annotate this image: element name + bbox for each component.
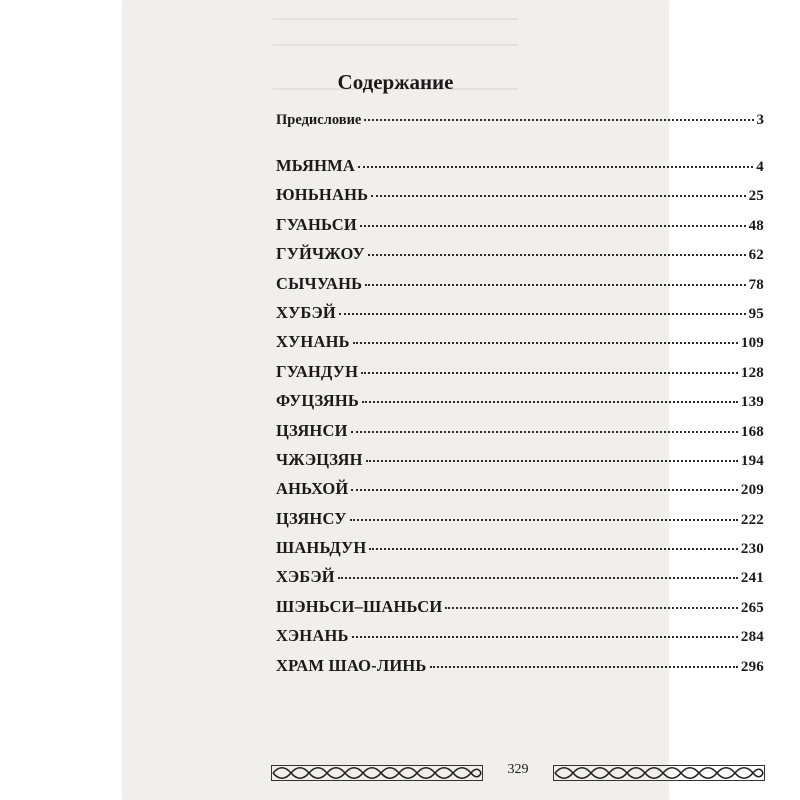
toc-entry-page: 4 — [756, 159, 764, 175]
page-number: 329 — [507, 762, 529, 777]
toc-entry-page: 95 — [748, 305, 764, 322]
toc-entry — [276, 274, 764, 303]
toc-entry-page: 128 — [740, 364, 764, 381]
toc-entry-label: ГУЙЧЖОУ — [276, 244, 365, 264]
toc-entry-label: ХУНАНЬ — [276, 332, 350, 352]
toc-entry-page: 25 — [748, 188, 764, 205]
toc-entry-label: ХУБЭЙ — [276, 302, 336, 322]
toc-entry-page: 3 — [756, 112, 764, 128]
toc-entry-page: 168 — [740, 423, 764, 440]
toc-entry — [276, 215, 764, 244]
toc-entry-label: ХЭНАНЬ — [276, 626, 349, 646]
toc-entry-page: 222 — [740, 511, 764, 528]
dot-leader — [339, 313, 746, 315]
toc-entry — [276, 391, 764, 420]
toc-entry-label: ШАНЬДУН — [276, 538, 367, 558]
dot-leader — [361, 372, 738, 374]
toc-entry-label: ХРАМ ШАО-ЛИНЬ — [276, 655, 427, 675]
toc-entry-label: СЫЧУАНЬ — [276, 273, 363, 293]
toc-entry-label: ФУЦЗЯНЬ — [276, 391, 359, 411]
dot-leader — [351, 489, 737, 491]
dot-leader — [358, 166, 753, 168]
book-page — [123, 0, 764, 800]
toc-entry-label: МЬЯНМА — [276, 156, 356, 175]
toc-entry-label: ШЭНЬСИ–ШАНЬСИ — [276, 596, 443, 616]
toc-entry-label: ЦЗЯНСИ — [276, 420, 348, 440]
dot-leader — [352, 636, 738, 638]
toc-entry-page: 48 — [748, 217, 764, 234]
celtic-knot-ornament-icon — [553, 765, 765, 781]
toc-entry — [276, 567, 764, 596]
toc-entry-page: 78 — [748, 276, 764, 293]
dot-leader — [365, 284, 745, 286]
toc-entry-page: 230 — [740, 541, 764, 558]
celtic-knot-ornament-icon — [271, 765, 483, 781]
bleed-through-line — [273, 18, 518, 20]
toc-entry-page: 284 — [740, 629, 764, 646]
toc-entry-page: 139 — [740, 394, 764, 411]
dot-leader — [445, 607, 738, 609]
dot-leader — [350, 519, 738, 521]
toc-entry-label: ГУАНЬСИ — [276, 214, 357, 234]
toc-entry — [276, 244, 764, 273]
toc-entry — [276, 479, 764, 508]
dot-leader — [353, 342, 738, 344]
toc-entry — [276, 421, 764, 450]
toc-entry-page: 241 — [740, 570, 764, 587]
toc-entry-page: 209 — [740, 482, 764, 499]
toc-entry — [276, 656, 764, 685]
toc-entry-label: ЮНЬНАНЬ — [276, 185, 369, 205]
dot-leader — [360, 225, 746, 227]
toc-entry — [276, 597, 764, 626]
dot-leader — [430, 666, 738, 668]
toc-entry — [276, 450, 764, 479]
toc-entry-page: 296 — [740, 658, 764, 675]
bleed-through-line — [273, 44, 518, 46]
toc-entry-label: ХЭБЭЙ — [276, 567, 335, 587]
dot-leader — [368, 254, 746, 256]
toc-entry — [276, 156, 764, 185]
toc-entry-preface — [276, 112, 764, 156]
dot-leader — [369, 548, 737, 550]
toc-entry-page: 265 — [740, 599, 764, 616]
toc-entry — [276, 626, 764, 655]
toc-entry-page: 194 — [740, 452, 764, 469]
dot-leader — [338, 577, 738, 579]
toc-entry-page: 62 — [748, 247, 764, 264]
toc-entry — [276, 303, 764, 332]
toc-entry — [276, 509, 764, 538]
toc-entry-label: ЦЗЯНСУ — [276, 508, 347, 528]
table-of-contents — [276, 112, 764, 685]
toc-entry — [276, 185, 764, 214]
toc-entry-label: ЧЖЭЦЗЯН — [276, 449, 363, 469]
toc-entry-label: Предисловие — [276, 112, 362, 128]
dot-leader — [362, 401, 738, 403]
page-footer — [271, 762, 765, 786]
toc-entry-label: АНЬХОЙ — [276, 479, 349, 499]
dot-leader — [371, 195, 745, 197]
dot-leader — [351, 431, 738, 433]
toc-entry — [276, 538, 764, 567]
contents-heading: Содержание — [337, 70, 454, 94]
toc-entry-page: 109 — [740, 335, 764, 352]
dot-leader — [366, 460, 738, 462]
toc-entry-label: ГУАНДУН — [276, 361, 359, 381]
toc-entry — [276, 362, 764, 391]
toc-entry — [276, 332, 764, 361]
dot-leader — [364, 119, 753, 121]
